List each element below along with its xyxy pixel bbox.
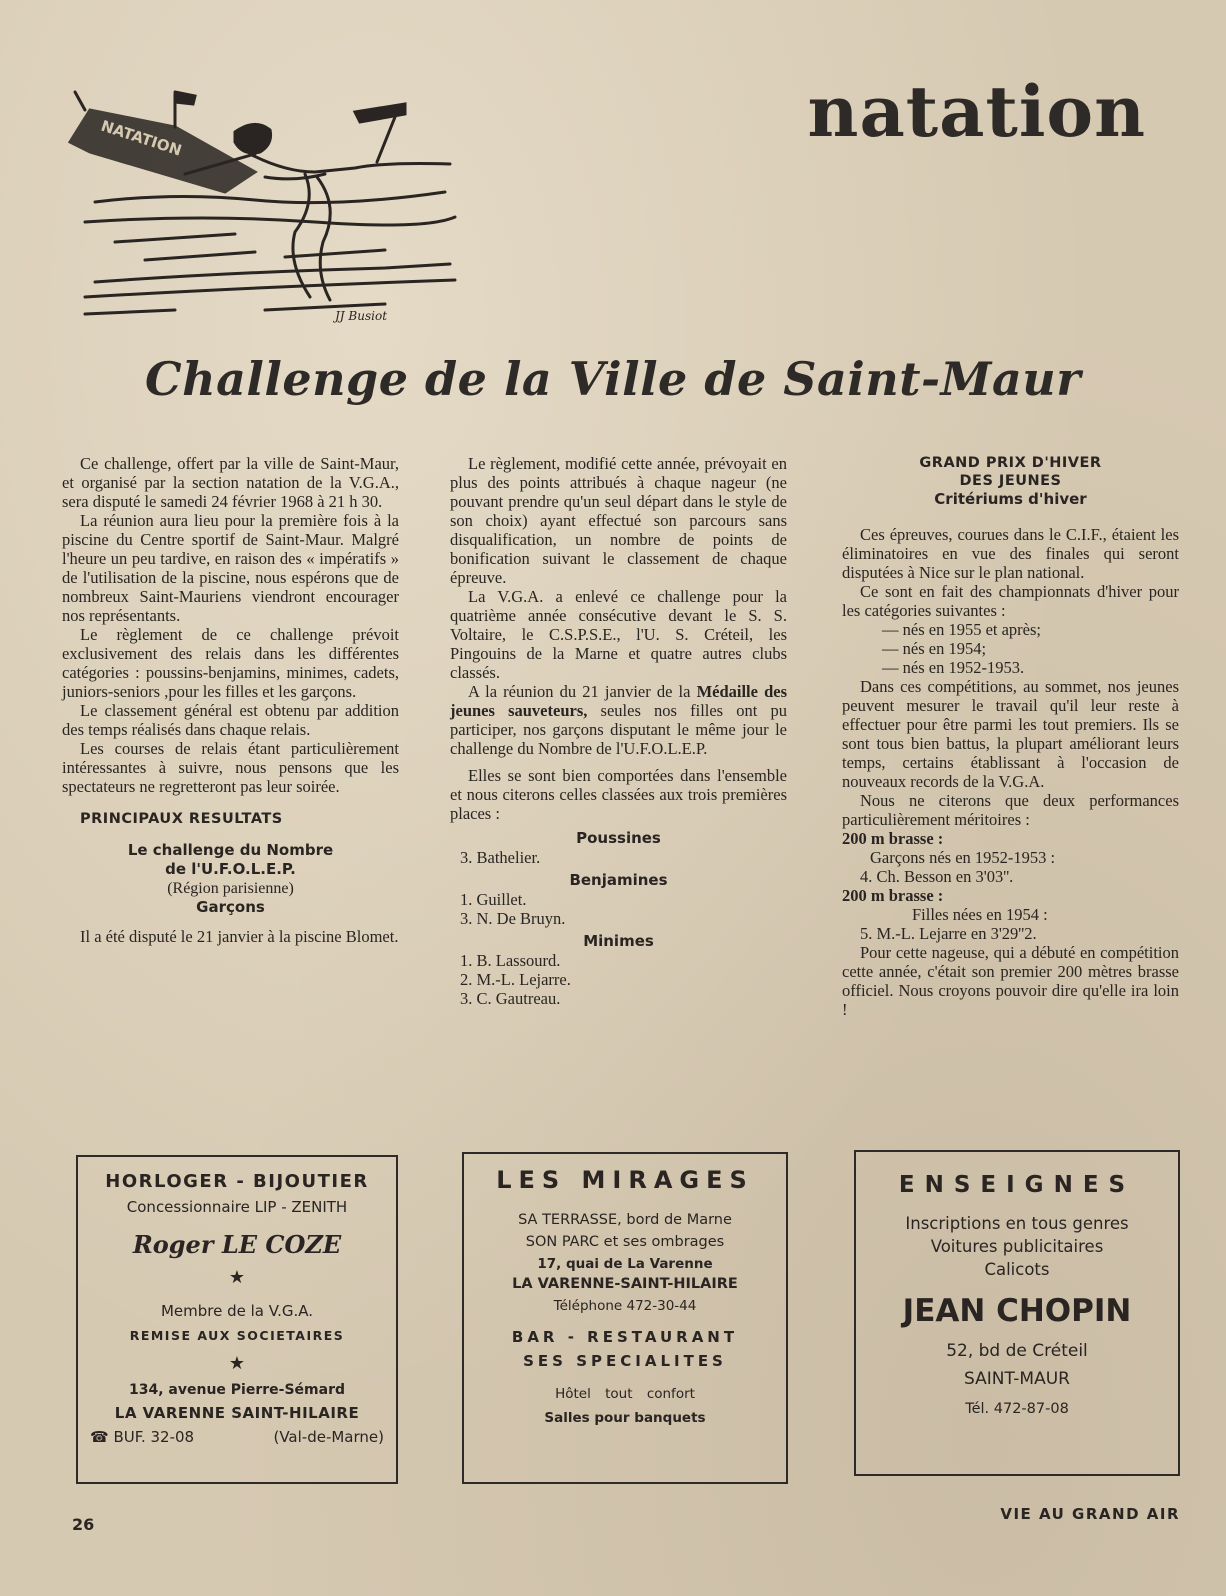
paragraph: Elles se sont bien comportées dans l'ensemble et nous citerons celles classées aux trois premières places : xyxy=(450,766,787,823)
ad-phone-number: BUF. 32-08 xyxy=(113,1428,195,1446)
ad-line: SA TERRASSE, bord de Marne xyxy=(518,1212,732,1228)
ad-phone: Téléphone 472-30-44 xyxy=(553,1298,697,1314)
star-icon: ★ xyxy=(228,1267,246,1288)
grand-prix-heading: GRAND PRIX D'HIVER xyxy=(919,455,1102,471)
ad-headline: ENSEIGNES xyxy=(898,1172,1136,1198)
swimmer-illustration xyxy=(55,82,475,327)
ad-headline: HORLOGER - BIJOUTIER xyxy=(105,1171,369,1192)
paragraph-part: A la réunion du 21 janvier de la xyxy=(468,682,691,701)
subheading: Le challenge du Nombre xyxy=(127,841,334,859)
paragraph: La réunion aura lieu pour la première fois à la piscine du Centre sportif de Saint-Maur. Malgré l'heure un peu tardive, en raison des « impératifs » de l'utilisation de la piscine, nous espérons que de nombreux Saint-Mauriens viendront encourager nos représentants. xyxy=(62,511,399,625)
ad-line: Membre de la V.G.A. xyxy=(160,1302,314,1320)
list-item: — nés en 1952-1953. xyxy=(882,658,1025,677)
ad-line: REMISE AUX SOCIETAIRES xyxy=(129,1328,345,1343)
illustration-banner-text: NATATION xyxy=(98,116,184,160)
ad-headline: LES MIRAGES xyxy=(496,1166,754,1194)
paragraph: Il a été disputé le 21 janvier à la piscine Blomet. xyxy=(80,927,399,946)
paragraph: Le classement général est obtenu par addition des temps réalisés dans chaque relais. xyxy=(62,701,399,739)
ad-city: SAINT-MAUR xyxy=(964,1369,1070,1389)
ad-horloger xyxy=(76,1155,398,1484)
ad-city: LA VARENNE SAINT-HILAIRE xyxy=(114,1404,360,1422)
ad-phone xyxy=(90,1428,194,1446)
ad-line: Voitures publicitaires xyxy=(930,1237,1104,1256)
ad-line: Inscriptions en tous genres xyxy=(905,1214,1129,1233)
ad-line: BAR - RESTAURANT xyxy=(511,1328,739,1346)
ad-address: 17, quai de La Varenne xyxy=(537,1256,713,1272)
illustration-signature: JJ Busiot xyxy=(335,309,388,323)
ad-address: 134, avenue Pierre-Sémard xyxy=(129,1382,345,1398)
category-heading: Benjamines xyxy=(569,871,668,889)
paragraph: Nous ne citerons que deux performances particulièrement méritoires : xyxy=(842,791,1179,829)
ad-line: SON PARC et ses ombrages xyxy=(525,1234,725,1250)
list-item: 3. C. Gautreau. xyxy=(460,989,561,1008)
ad-region: (Val-de-Marne) xyxy=(273,1428,384,1446)
ad-name: JEAN CHOPIN xyxy=(902,1293,1132,1329)
ad-line: Salles pour banquets xyxy=(544,1410,706,1426)
list-item: 1. B. Lassourd. xyxy=(460,951,561,970)
ad-line: Calicots xyxy=(984,1260,1050,1279)
subheading: (Région parisienne) xyxy=(167,880,294,897)
paragraph: Ce sont en fait des championnats d'hiver pour les catégories suivantes : xyxy=(842,582,1179,620)
paragraph xyxy=(450,682,787,758)
ad-phone: Tél. 472-87-08 xyxy=(965,1401,1069,1417)
column-3 xyxy=(842,454,1179,1019)
ad-line: Hôtel tout confort xyxy=(555,1386,695,1402)
category-list xyxy=(450,848,787,867)
category-list xyxy=(450,890,787,928)
magazine-name: VIE AU GRAND AIR xyxy=(1000,1505,1180,1523)
list-item: — nés en 1955 et après; xyxy=(882,620,1041,639)
paragraph: Les courses de relais étant particulièrement intéressantes à suivre, nous pensons que les spectateurs ne regretteront pas leur soirée. xyxy=(62,739,399,796)
medal-name: Médaille des jeunes sauveteurs, xyxy=(450,682,788,720)
paragraph: Pour cette nageuse, qui a débuté en compétition cette année, c'était son premier 200 mètres brasse officiel. Nous croyons pouvoir dire qu'elle ira loin ! xyxy=(842,943,1179,1019)
grand-prix-subheading: Critériums d'hiver xyxy=(934,490,1087,508)
category-heading: Minimes xyxy=(583,932,654,950)
paragraph: Dans ces compétitions, au sommet, nos jeunes peuvent mesurer le travail qu'il leur reste à effectuer pour être parmi les tout premiers. Ils se sont tous bien battus, la plupart améliorant leurs temps, certains établissant à l'occasion de nouveaux records de la V.G.A. xyxy=(842,677,1179,791)
list-item: 3. Bathelier. xyxy=(460,848,541,867)
column-1 xyxy=(62,454,399,946)
paragraph: Ces épreuves, courues dans le C.I.F., étaient les éliminatoires en vue des finales qui seront disputées à Nice sur le plan national. xyxy=(842,525,1179,582)
list-item: 2. M.-L. Lejarre. xyxy=(460,970,571,989)
page-number: 26 xyxy=(72,1515,95,1534)
ad-city: LA VARENNE-SAINT-HILAIRE xyxy=(512,1276,738,1292)
ad-mirages xyxy=(462,1152,788,1484)
subheading: Garçons xyxy=(196,898,265,916)
result-category: Filles nées en 1954 : xyxy=(912,905,1048,924)
grand-prix-heading: DES JEUNES xyxy=(959,473,1062,489)
category-heading: Poussines xyxy=(576,829,661,847)
ad-line: Concessionnaire LIP - ZENITH xyxy=(126,1198,348,1216)
result-category: Garçons nés en 1952-1953 : xyxy=(870,848,1056,867)
list-item: 1. Guillet. xyxy=(460,890,527,909)
result-line: 4. Ch. Besson en 3'03''. xyxy=(860,867,1014,886)
column-2 xyxy=(450,454,787,1008)
paragraph: Le règlement de ce challenge prévoit exclusivement des relais dans les différentes catégories : poussins-benjamins, minimes, cadets, juniors-seniors ,pour les filles et les garçons. xyxy=(62,625,399,701)
star-icon: ★ xyxy=(228,1353,246,1374)
paragraph: Le règlement, modifié cette année, prévoyait en plus des points attribués à chaque nageur (ne pouvant prendre qu'un seul départ dans le style de son choix) ayant effectué son parcours sans disqualification, un nombre de points de bonification suivant le classement de chaque épreuve. xyxy=(450,454,787,587)
paragraph-part: seules nos filles ont pu participer, nos garçons disputant le même jour le challenge du Nombre de l'U.F.O.L.E.P. xyxy=(450,701,788,758)
paragraph: Ce challenge, offert par la ville de Saint-Maur, et organisé par la section natation de la V.G.A., sera disputé le samedi 24 février 1968 à 21 h 30. xyxy=(62,454,399,511)
section-title: natation xyxy=(807,70,1146,153)
result-event: 200 m brasse : xyxy=(842,886,944,905)
ad-line: SES SPECIALITES xyxy=(523,1352,727,1370)
list-item: — nés en 1954; xyxy=(882,639,987,658)
ad-enseignes xyxy=(854,1150,1180,1476)
ad-name: Roger LE COZE xyxy=(132,1230,342,1259)
result-event: 200 m brasse : xyxy=(842,829,944,848)
results-heading: PRINCIPAUX RESULTATS xyxy=(80,811,283,827)
paragraph: La V.G.A. a enlevé ce challenge pour la quatrième année consécutive devant le S. S. Voltaire, le C.S.P.S.E., l'U. S. Créteil, les Pingouins de la Marne et quatre autres clubs classés. xyxy=(450,587,787,682)
telephone-icon: ☎ xyxy=(90,1428,114,1446)
list-item: 3. N. De Bruyn. xyxy=(460,909,566,928)
ad-address: 52, bd de Créteil xyxy=(946,1341,1088,1361)
subheading: de l'U.F.O.L.E.P. xyxy=(165,860,296,878)
category-list xyxy=(450,951,787,1008)
result-line: 5. M.-L. Lejarre en 3'29''2. xyxy=(860,924,1037,943)
ad-contact-row xyxy=(78,1428,396,1446)
article-title: Challenge de la Ville de Saint-Maur xyxy=(145,352,1081,406)
